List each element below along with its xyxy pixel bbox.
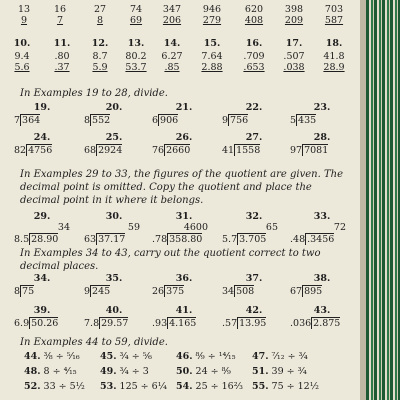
divisor: 6.9 <box>14 318 30 329</box>
division-row-19-23 <box>0 102 360 130</box>
exercise-expression: ⁸⁄₉ ÷ ¹⁴⁄₁₅ <box>195 351 236 362</box>
instruction-44-59: In Examples 44 to 59, divide. <box>20 337 168 348</box>
exercise-expression: 8 ÷ ⁴⁄₁₅ <box>43 366 77 377</box>
divisor: .57 <box>222 318 238 329</box>
dividend: 358.80 <box>169 234 203 245</box>
problem-number: 33. <box>313 211 331 222</box>
division-exercise <box>100 381 167 392</box>
exercise-expression: 125 ÷ 6¼ <box>119 381 167 392</box>
division-exercise <box>24 381 85 392</box>
dividend: 508 <box>236 286 255 297</box>
division-exercise <box>24 351 80 362</box>
exercise-expression: ³⁄₄ ÷ 3 <box>119 366 149 377</box>
divisor: .48 <box>290 234 306 245</box>
exercise-number: 47. <box>252 351 269 362</box>
problem-number: 39. <box>33 305 51 316</box>
exercise-number: 55. <box>252 381 269 392</box>
long-division <box>84 233 125 245</box>
dividend: 1558 <box>236 145 261 156</box>
divisor: 67 <box>290 286 303 297</box>
division-row-34-38 <box>0 273 360 301</box>
dividend: 435 <box>298 115 317 126</box>
dividend: 756 <box>230 115 249 126</box>
problem-number: 29. <box>33 211 51 222</box>
fraction-denominator: 9 <box>20 15 28 26</box>
fraction-numerator: 347 <box>162 4 182 15</box>
problem-number: 24. <box>33 132 51 143</box>
division-exercise <box>252 351 308 362</box>
division-exercise <box>176 381 243 392</box>
long-division <box>290 114 316 126</box>
fraction-denominator: 8 <box>96 15 104 26</box>
dividend: 4756 <box>28 145 53 156</box>
division-row-24-28 <box>0 132 360 160</box>
decimal-numerator: 80.2 <box>125 51 147 62</box>
long-division <box>152 233 202 245</box>
fraction-numerator: 946 <box>202 4 222 15</box>
long-division <box>84 114 110 126</box>
dividend: 895 <box>304 286 323 297</box>
problem-number: 30. <box>105 211 123 222</box>
decimal-numerator: .80 <box>54 51 70 62</box>
decimal-denominator: .37 <box>54 62 70 73</box>
fraction-numerator: 398 <box>284 4 304 15</box>
instruction-29-33: In Examples 29 to 33, the figures of the quotient are given. The decimal point is omitted. Copy the quotient and place the decimal point in it where it belongs. <box>20 169 343 206</box>
divisor: 34 <box>222 286 235 297</box>
problem-number: 18. <box>325 38 343 49</box>
problem-number: 23. <box>313 102 331 113</box>
instruction-34-43: In Examples 34 to 43, carry out the quotient correct to two decimal places. <box>20 248 321 272</box>
long-division <box>290 144 328 156</box>
divisor: 97 <box>290 145 303 156</box>
long-division <box>152 144 190 156</box>
long-division <box>84 317 128 329</box>
exercise-expression: ⁷⁄₁₂ ÷ ³⁄₄ <box>271 351 308 362</box>
problem-number: 42. <box>245 305 263 316</box>
long-division <box>14 285 34 297</box>
divisor: .93 <box>152 318 168 329</box>
division-exercise <box>176 351 236 362</box>
division-row-29-33 <box>0 211 360 251</box>
problem-number: 14. <box>163 38 181 49</box>
long-division <box>14 114 40 126</box>
divisor: 8 <box>84 115 91 126</box>
long-division <box>290 233 334 245</box>
problem-number: 38. <box>313 273 331 284</box>
division-exercise <box>176 366 231 377</box>
dividend: 2924 <box>98 145 123 156</box>
problem-number: 16. <box>245 38 263 49</box>
fraction-numerator: 74 <box>129 4 143 15</box>
problem-number: 32. <box>245 211 263 222</box>
decimal-denominator: 5.9 <box>92 62 108 73</box>
exercise-number: 45. <box>100 351 117 362</box>
problem-number: 15. <box>203 38 221 49</box>
fractions-row <box>0 4 360 32</box>
long-division <box>222 233 266 245</box>
problem-number: 26. <box>175 132 193 143</box>
divisor: .78 <box>152 234 168 245</box>
fraction-denominator: 69 <box>129 15 143 26</box>
exercise-expression: 39 ÷ ³⁄₄ <box>271 366 307 377</box>
fraction-denominator: 279 <box>202 15 222 26</box>
decimal-numerator: 9.4 <box>14 51 30 62</box>
divisor: 5.7 <box>222 234 238 245</box>
quotient-digits: 72 <box>333 222 346 233</box>
problem-number: 25. <box>105 132 123 143</box>
long-division <box>152 114 178 126</box>
fraction-examples-row-3 <box>0 381 360 395</box>
division-exercise <box>100 366 149 377</box>
problem-number: 43. <box>313 305 331 316</box>
instruction-19-28: In Examples 19 to 28, divide. <box>20 88 168 99</box>
exercise-expression: ³⁄₈ ÷ ⁵⁄₁₆ <box>43 351 80 362</box>
fraction-denominator: 206 <box>162 15 182 26</box>
problem-number: 20. <box>105 102 123 113</box>
fraction-examples-row-1 <box>0 351 360 365</box>
problem-number: 13. <box>127 38 145 49</box>
exercise-number: 46. <box>176 351 193 362</box>
problem-number: 19. <box>33 102 51 113</box>
divisor: 82 <box>14 145 27 156</box>
decimal-denominator: 2.88 <box>201 62 223 73</box>
problem-number: 40. <box>105 305 123 316</box>
exercise-number: 44. <box>24 351 41 362</box>
problem-number: 22. <box>245 102 263 113</box>
long-division <box>14 144 52 156</box>
exercise-expression: 75 ÷ 12½ <box>271 381 319 392</box>
division-exercise <box>252 366 307 377</box>
long-division <box>290 317 340 329</box>
dividend: 4.165 <box>169 318 197 329</box>
decimal-denominator: .85 <box>164 62 180 73</box>
divisor: .036 <box>290 318 312 329</box>
divisor: 8.5 <box>14 234 30 245</box>
dividend: 552 <box>92 115 111 126</box>
decimal-denominator: 28.9 <box>323 62 345 73</box>
dividend: 37.17 <box>98 234 126 245</box>
exercise-number: 53. <box>100 381 117 392</box>
long-division <box>14 233 58 245</box>
problem-number: 37. <box>245 273 263 284</box>
dividend: 245 <box>92 286 111 297</box>
fraction-denominator: 587 <box>324 15 344 26</box>
decimal-denominator: 5.6 <box>14 62 30 73</box>
dividend: 2.875 <box>313 318 341 329</box>
division-row-39-43 <box>0 305 360 333</box>
long-division <box>152 317 196 329</box>
divisor: 7 <box>14 115 21 126</box>
problem-number: 21. <box>175 102 193 113</box>
problem-number: 28. <box>313 132 331 143</box>
quotient-digits: 34 <box>57 222 70 233</box>
divisor: 9 <box>222 115 229 126</box>
dividend: 7081 <box>304 145 329 156</box>
dividend: .3456 <box>307 234 335 245</box>
dividend: 29.57 <box>101 318 129 329</box>
decimal-numerator: 6.27 <box>161 51 183 62</box>
long-division <box>222 144 260 156</box>
problem-number: 17. <box>285 38 303 49</box>
long-division <box>222 285 254 297</box>
long-division <box>222 114 248 126</box>
exercise-number: 54. <box>176 381 193 392</box>
division-exercise <box>252 381 319 392</box>
fraction-numerator: 27 <box>93 4 107 15</box>
problem-number: 11. <box>53 38 71 49</box>
dividend: 375 <box>166 286 185 297</box>
fraction-examples-row-2 <box>0 366 360 380</box>
long-division <box>84 285 110 297</box>
divisor: 41 <box>222 145 235 156</box>
long-division <box>152 285 184 297</box>
decimal-numerator: 8.7 <box>92 51 108 62</box>
quotient-digits: 65 <box>265 222 278 233</box>
dividend: 2660 <box>166 145 191 156</box>
exercise-number: 50. <box>176 366 193 377</box>
divisor: 7.8 <box>84 318 100 329</box>
divisor: 9 <box>84 286 91 297</box>
divisor: 68 <box>84 145 97 156</box>
exercise-number: 52. <box>24 381 41 392</box>
decimal-numerator: 7.64 <box>201 51 223 62</box>
fraction-denominator: 408 <box>244 15 264 26</box>
problem-number: 34. <box>33 273 51 284</box>
quotient-digits: 4600 <box>183 222 208 233</box>
exercise-expression: 33 ÷ 5½ <box>43 381 85 392</box>
dividend: 364 <box>22 115 41 126</box>
fraction-denominator: 7 <box>56 15 64 26</box>
problem-number: 12. <box>91 38 109 49</box>
long-division <box>290 285 322 297</box>
problem-number: 27. <box>245 132 263 143</box>
decimal-problems-row <box>0 38 360 78</box>
decimal-denominator: .653 <box>243 62 265 73</box>
division-exercise <box>24 366 77 377</box>
divisor: 5 <box>290 115 297 126</box>
exercise-number: 48. <box>24 366 41 377</box>
decimal-denominator: .038 <box>283 62 305 73</box>
long-division <box>222 317 266 329</box>
decimal-denominator: 53.7 <box>125 62 147 73</box>
divisor: 63 <box>84 234 97 245</box>
divisor: 76 <box>152 145 165 156</box>
dividend: 50.26 <box>31 318 59 329</box>
division-exercise <box>100 351 152 362</box>
decimal-numerator: .709 <box>243 51 265 62</box>
dividend: 28.90 <box>31 234 59 245</box>
fraction-numerator: 16 <box>53 4 67 15</box>
dividend: 3.705 <box>239 234 267 245</box>
dividend: 75 <box>22 286 35 297</box>
long-division <box>14 317 58 329</box>
book-spine-stripes <box>366 0 400 400</box>
divisor: 26 <box>152 286 165 297</box>
problem-number: 10. <box>13 38 31 49</box>
fraction-numerator: 13 <box>17 4 31 15</box>
decimal-numerator: 41.8 <box>323 51 345 62</box>
problem-number: 36. <box>175 273 193 284</box>
decimal-numerator: .507 <box>283 51 305 62</box>
long-division <box>84 144 122 156</box>
dividend: 13.95 <box>239 318 267 329</box>
exercise-expression: 24 ÷ ⁸⁄₉ <box>195 366 231 377</box>
exercise-expression: 25 ÷ 16⅔ <box>195 381 243 392</box>
problem-number: 35. <box>105 273 123 284</box>
fraction-denominator: 209 <box>284 15 304 26</box>
fraction-numerator: 703 <box>324 4 344 15</box>
fraction-numerator: 620 <box>244 4 264 15</box>
divisor: 8 <box>14 286 21 297</box>
exercise-number: 49. <box>100 366 117 377</box>
divisor: 6 <box>152 115 159 126</box>
exercise-number: 51. <box>252 366 269 377</box>
exercise-expression: ³⁄₄ ÷ ⁵⁄₆ <box>119 351 152 362</box>
quotient-digits: 59 <box>127 222 140 233</box>
problem-number: 41. <box>175 305 193 316</box>
problem-number: 31. <box>175 211 193 222</box>
dividend: 906 <box>160 115 179 126</box>
